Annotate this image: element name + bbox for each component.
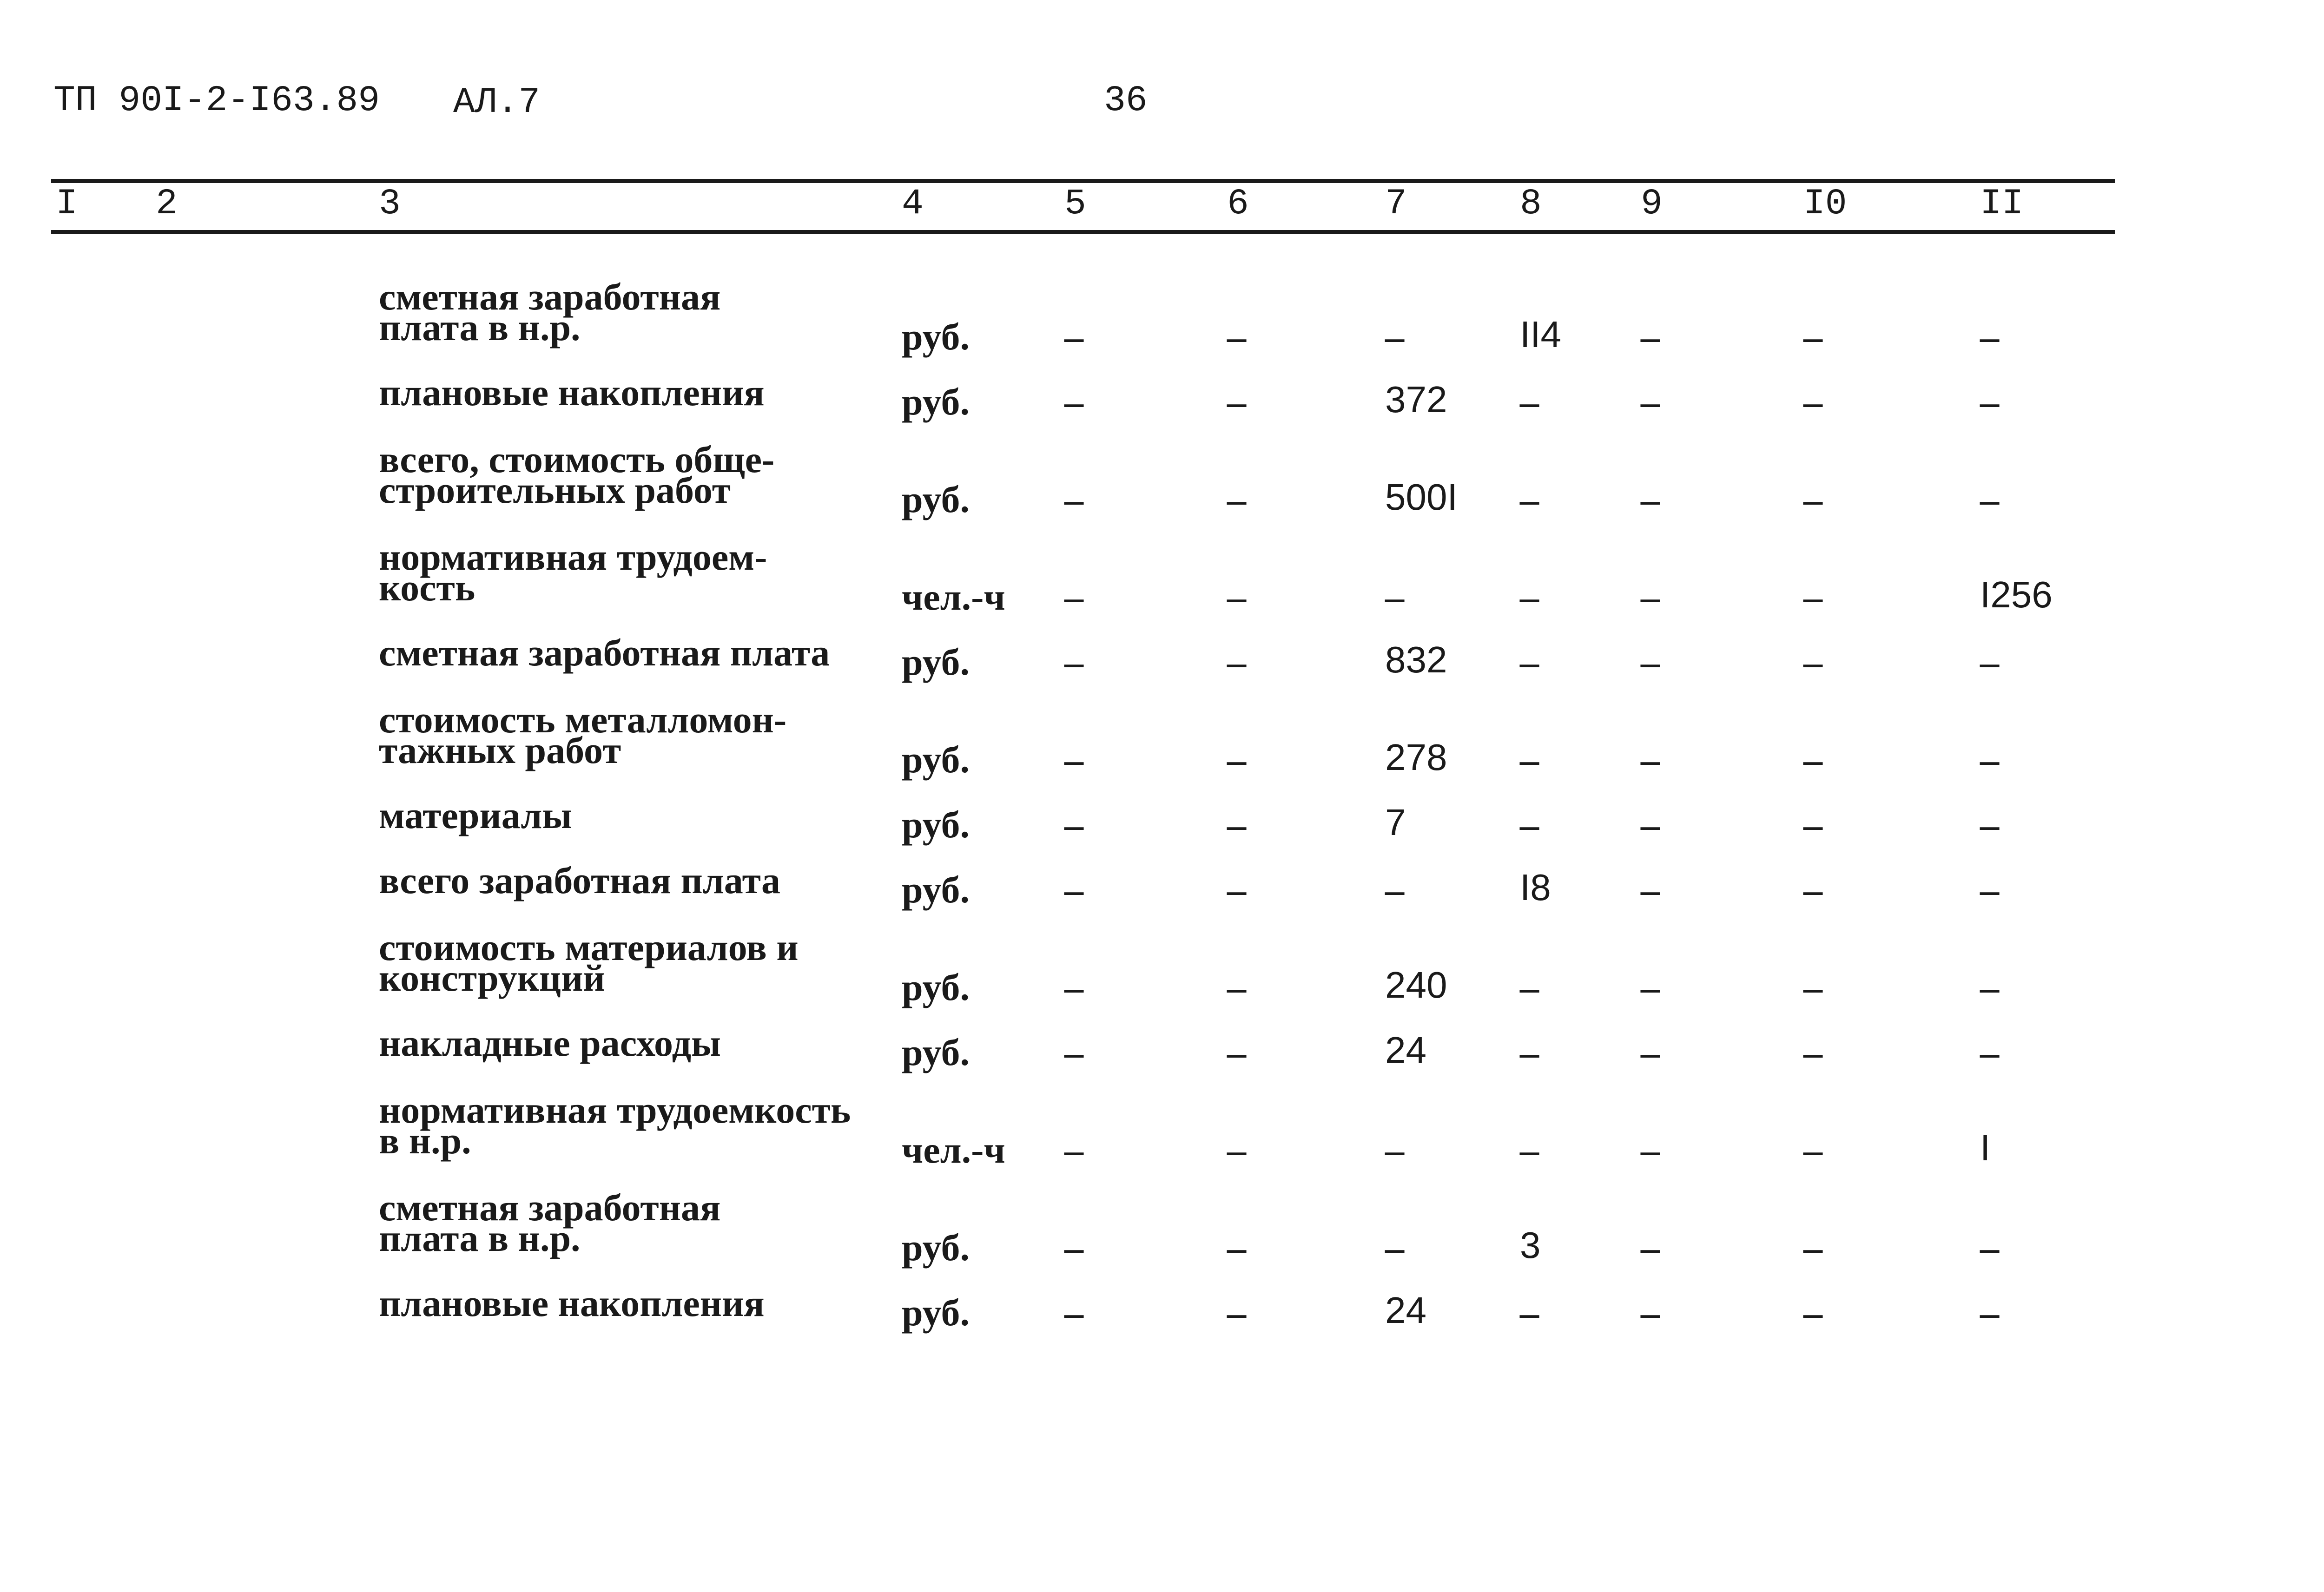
value-cell-10: – (1803, 1031, 1822, 1073)
value-cell-9: – (1641, 1291, 1660, 1334)
description-line: плановые накопления (379, 371, 765, 414)
value-cell-9: – (1641, 478, 1660, 520)
unit-cell: чел.-ч (902, 1129, 1005, 1171)
value-cell-8: – (1520, 738, 1539, 781)
value-cell-6: – (1227, 641, 1246, 683)
value-cell-9: – (1641, 316, 1660, 358)
value-cell-6: – (1227, 738, 1246, 781)
row-description (379, 1022, 890, 1064)
value-cell-5: – (1064, 1226, 1083, 1269)
unit-cell: руб. (902, 1226, 970, 1269)
column-number-1: I (56, 184, 78, 224)
description-line: строительных работ (379, 469, 731, 511)
value-cell-5: – (1064, 478, 1083, 520)
value-cell-9: – (1641, 1226, 1660, 1269)
value-cell-10: – (1803, 381, 1822, 423)
description-line: всего заработная плата (379, 859, 780, 901)
value-cell-6: – (1227, 1226, 1246, 1269)
column-number-10: I0 (1803, 184, 1847, 224)
value-cell-5: – (1064, 868, 1083, 911)
value-cell-6: – (1227, 1031, 1246, 1073)
column-number-9: 9 (1641, 184, 1663, 224)
row-description (379, 438, 890, 511)
description-line: сметная заработная плата (379, 632, 830, 674)
value-cell-8: – (1520, 641, 1539, 683)
unit-cell: руб. (902, 1291, 970, 1334)
page-number: 36 (1104, 80, 1148, 121)
description-line: сметная заработная (379, 276, 721, 318)
value-cell-11: I256 (1980, 574, 2053, 615)
value-cell-10: – (1803, 1226, 1822, 1269)
value-cell-7: 7 (1385, 802, 1406, 843)
value-cell-11: – (1980, 641, 1999, 683)
value-cell-5: – (1064, 641, 1083, 683)
row-description (379, 859, 890, 901)
column-number-8: 8 (1520, 184, 1542, 224)
row-description (379, 698, 890, 771)
unit-cell: руб. (902, 641, 970, 683)
value-cell-5: – (1064, 1291, 1083, 1334)
value-cell-11: – (1980, 1031, 1999, 1073)
unit-cell: руб. (902, 868, 970, 911)
value-cell-11: – (1980, 966, 1999, 1008)
unit-cell: руб. (902, 966, 970, 1008)
value-cell-11: – (1980, 478, 1999, 520)
value-cell-5: – (1064, 803, 1083, 846)
description-line: в н.р. (379, 1119, 471, 1162)
value-cell-5: – (1064, 966, 1083, 1008)
value-cell-8: – (1520, 576, 1539, 618)
description-line: тажных работ (379, 729, 621, 771)
value-cell-6: – (1227, 478, 1246, 520)
value-cell-7: 278 (1385, 737, 1447, 778)
unit-cell: чел.-ч (902, 576, 1005, 618)
value-cell-10: – (1803, 803, 1822, 846)
description-line: накладные расходы (379, 1022, 721, 1064)
unit-cell: руб. (902, 738, 970, 781)
value-cell-7: – (1385, 316, 1404, 358)
table-top-rule (51, 179, 2115, 183)
description-line: сметная заработная (379, 1186, 721, 1229)
value-cell-7: 500I (1385, 476, 1458, 518)
description-line: плата в н.р. (379, 306, 581, 349)
value-cell-10: – (1803, 316, 1822, 358)
column-number-4: 4 (902, 184, 924, 224)
value-cell-10: – (1803, 738, 1822, 781)
value-cell-7: 24 (1385, 1029, 1426, 1071)
value-cell-6: – (1227, 966, 1246, 1008)
value-cell-6: – (1227, 803, 1246, 846)
description-line: кость (379, 566, 475, 609)
column-number-7: 7 (1385, 184, 1407, 224)
value-cell-8: – (1520, 1031, 1539, 1073)
value-cell-7: – (1385, 1226, 1404, 1269)
column-number-6: 6 (1227, 184, 1249, 224)
description-line: плановые накопления (379, 1282, 765, 1324)
value-cell-6: – (1227, 576, 1246, 618)
description-line: материалы (379, 794, 572, 836)
value-cell-8: – (1520, 1129, 1539, 1171)
column-number-3: 3 (379, 184, 401, 224)
value-cell-10: – (1803, 1291, 1822, 1334)
column-number-2: 2 (156, 184, 178, 224)
value-cell-10: – (1803, 478, 1822, 520)
description-line: нормативная трудоем- (379, 536, 767, 578)
row-description (379, 1186, 890, 1259)
value-cell-10: – (1803, 1129, 1822, 1171)
value-cell-11: – (1980, 1226, 1999, 1269)
value-cell-6: – (1227, 316, 1246, 358)
value-cell-8: – (1520, 1291, 1539, 1334)
unit-cell: руб. (902, 803, 970, 846)
row-description (379, 632, 890, 674)
value-cell-5: – (1064, 1129, 1083, 1171)
value-cell-11: – (1980, 381, 1999, 423)
value-cell-7: 240 (1385, 964, 1447, 1006)
album-code: АЛ.7 (453, 82, 541, 123)
value-cell-8: – (1520, 966, 1539, 1008)
value-cell-11: – (1980, 803, 1999, 846)
value-cell-9: – (1641, 381, 1660, 423)
value-cell-11: – (1980, 868, 1999, 911)
value-cell-11: – (1980, 316, 1999, 358)
unit-cell: руб. (902, 1031, 970, 1073)
description-line: плата в н.р. (379, 1217, 581, 1259)
unit-cell: руб. (902, 478, 970, 520)
column-number-11: II (1980, 184, 2024, 224)
value-cell-10: – (1803, 868, 1822, 911)
value-cell-9: – (1641, 1129, 1660, 1171)
value-cell-7: 24 (1385, 1289, 1426, 1331)
value-cell-9: – (1641, 868, 1660, 911)
value-cell-11: – (1980, 738, 1999, 781)
value-cell-9: – (1641, 803, 1660, 846)
value-cell-8: I8 (1520, 867, 1551, 908)
description-line: всего, стоимость обще- (379, 438, 775, 480)
unit-cell: руб. (902, 381, 970, 423)
row-description (379, 371, 890, 414)
description-line: стоимость материалов и (379, 926, 799, 968)
doc-code: ТП 90I-2-I63.89 (53, 80, 380, 121)
value-cell-5: – (1064, 1031, 1083, 1073)
value-cell-5: – (1064, 381, 1083, 423)
value-cell-7: – (1385, 868, 1404, 911)
row-description (379, 926, 890, 999)
value-cell-8: II4 (1520, 314, 1561, 355)
value-cell-7: – (1385, 1129, 1404, 1171)
value-cell-10: – (1803, 966, 1822, 1008)
value-cell-6: – (1227, 381, 1246, 423)
value-cell-5: – (1064, 738, 1083, 781)
value-cell-11: I (1980, 1127, 1991, 1168)
value-cell-7: – (1385, 576, 1404, 618)
row-description (379, 1089, 890, 1162)
description-line: нормативная трудоемкость (379, 1089, 851, 1131)
unit-cell: руб. (902, 316, 970, 358)
value-cell-5: – (1064, 316, 1083, 358)
value-cell-9: – (1641, 1031, 1660, 1073)
row-description (379, 794, 890, 836)
value-cell-9: – (1641, 738, 1660, 781)
value-cell-10: – (1803, 576, 1822, 618)
value-cell-7: 372 (1385, 379, 1447, 420)
description-line: конструкций (379, 957, 605, 999)
row-description (379, 276, 890, 349)
value-cell-11: – (1980, 1291, 1999, 1334)
value-cell-9: – (1641, 576, 1660, 618)
value-cell-6: – (1227, 1291, 1246, 1334)
value-cell-9: – (1641, 641, 1660, 683)
value-cell-8: – (1520, 803, 1539, 846)
column-number-5: 5 (1064, 184, 1086, 224)
row-description (379, 1282, 890, 1324)
value-cell-8: – (1520, 381, 1539, 423)
description-line: стоимость металломон- (379, 698, 787, 741)
value-cell-5: – (1064, 576, 1083, 618)
value-cell-10: – (1803, 641, 1822, 683)
value-cell-8: 3 (1520, 1224, 1541, 1266)
header-bottom-rule (51, 230, 2115, 234)
value-cell-7: 832 (1385, 639, 1447, 680)
value-cell-6: – (1227, 1129, 1246, 1171)
value-cell-9: – (1641, 966, 1660, 1008)
value-cell-8: – (1520, 478, 1539, 520)
value-cell-6: – (1227, 868, 1246, 911)
row-description (379, 536, 890, 609)
